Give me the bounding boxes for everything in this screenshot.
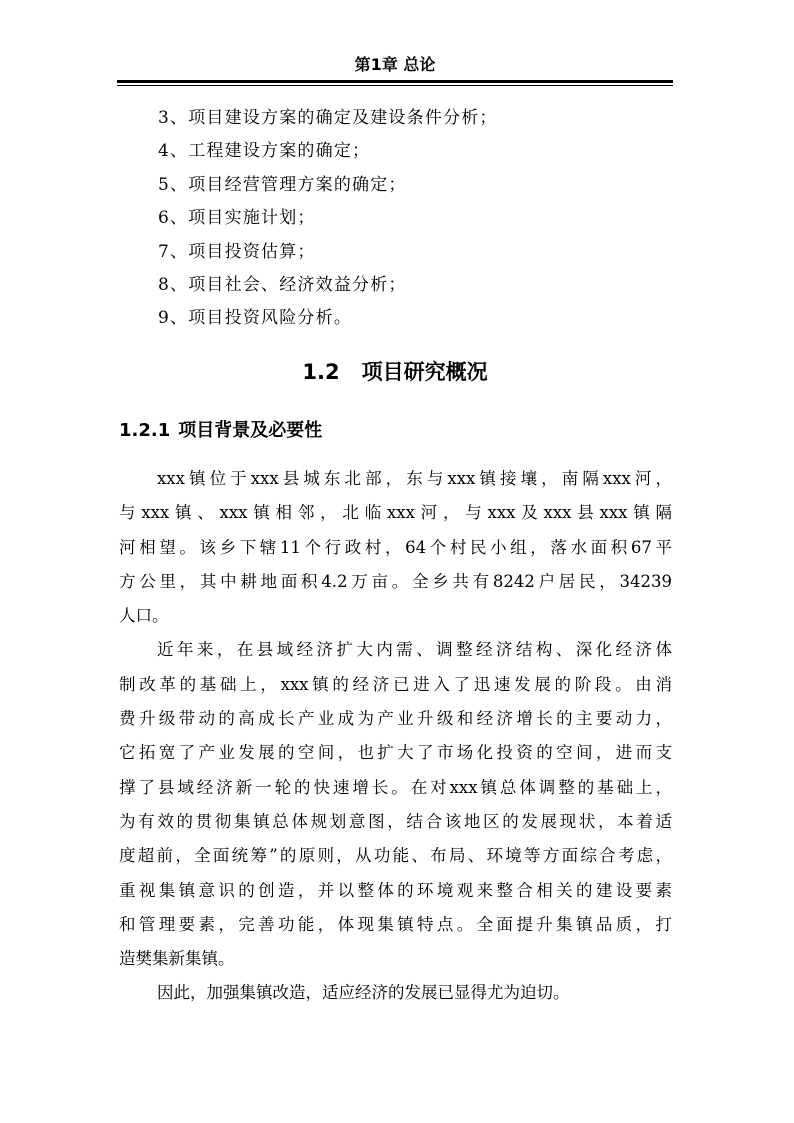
section-title: 项目研究概况 (361, 360, 488, 384)
paragraph-line: 与xxx镇、xxx镇相邻，北临xxx河，与xxx及xxx县xxx镇隔 (119, 503, 672, 523)
list-item: 5、项目经营管理方案的确定； (158, 174, 407, 195)
paragraph-line: 人口。 (119, 606, 169, 626)
subsection-number: 1.2.1 (119, 420, 171, 441)
paragraph-line: 重视集镇意识的创造，并以整体的环境观来整合相关的建设要素 (119, 880, 672, 900)
content-list (158, 102, 498, 336)
list-item: 7、项目投资估算； (158, 241, 316, 262)
paragraph-line: 制改革的基础上，xxx镇的经济已进入了迅速发展的阶段。由消 (119, 674, 672, 694)
list-item: 4、工程建设方案的确定； (158, 141, 371, 162)
section-number: 1.2 (302, 360, 340, 384)
paragraph-line: 费升级带动的高成长产业成为产业升级和经济增长的主要动力， (119, 709, 672, 729)
paragraph-line: xxx镇位于xxx县城东北部，东与xxx镇接壤，南隔xxx河， (157, 469, 672, 488)
paragraph-line: 为有效的贯彻集镇总体规划意图，结合该地区的发展现状，本着适 (119, 811, 672, 831)
header-rule-thick (117, 80, 673, 83)
body-text (119, 462, 672, 1011)
paragraph-line: 因此，加强集镇改造，适应经济的发展已显得尤为迫切。 (157, 983, 570, 1003)
paragraph-line: 河相望。该乡下辖11个行政村，64个村民小组，落水面积67平 (119, 537, 672, 557)
paragraph-line: 方公里，其中耕地面积4.2万亩。全乡共有8242户居民，34239 (119, 571, 672, 591)
paragraph-line: 撑了县域经济新一轮的快速增长。在对xxx镇总体调整的基础上， (119, 777, 672, 797)
list-item: 9、项目投资风险分析。 (158, 308, 353, 329)
section-heading (117, 356, 673, 388)
paragraph-line: 它拓宽了产业发展的空间，也扩大了市场化投资的空间，进而支 (119, 743, 672, 763)
paragraph-line: 和管理要素，完善功能，体现集镇特点。全面提升集镇品质，打 (119, 914, 672, 934)
list-item: 3、项目建设方案的确定及建设条件分析； (158, 108, 498, 128)
paragraph-line: 近年来，在县域经济扩大内需、调整经济结构、深化经济体 (157, 640, 672, 660)
list-item: 8、项目社会、经济效益分析； (158, 275, 407, 296)
paragraph-line: 造樊集新集镇。 (119, 949, 235, 969)
chapter-header: 第1章 总论 (354, 55, 436, 74)
subsection-heading (119, 416, 322, 446)
subsection-title: 项目背景及必要性 (178, 420, 323, 441)
list-item: 6、项目实施计划； (158, 208, 316, 229)
paragraph-line: 度超前，全面统筹”的原则，从功能、布局、环境等方面综合考虑， (119, 846, 672, 866)
header-rule-thin (117, 85, 673, 86)
